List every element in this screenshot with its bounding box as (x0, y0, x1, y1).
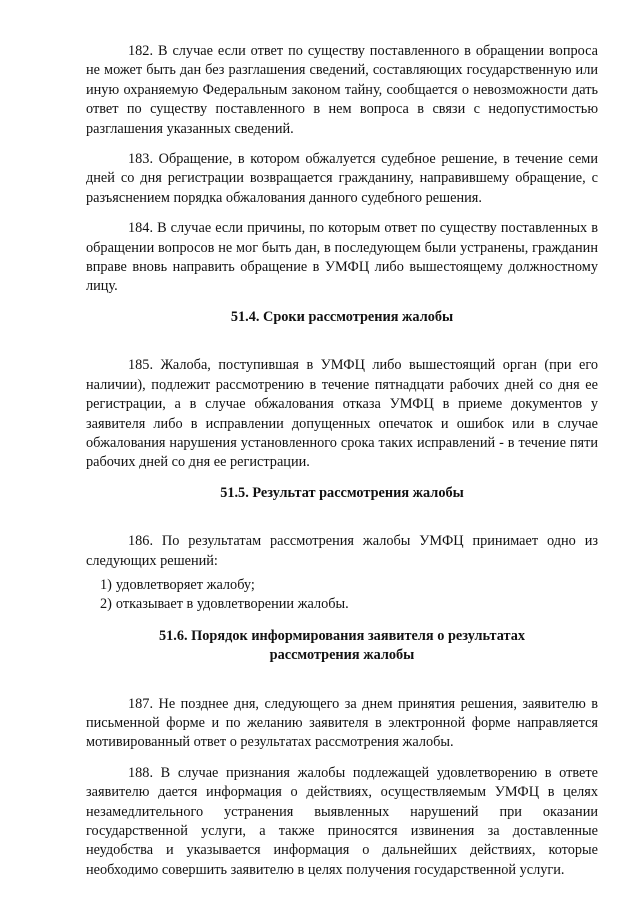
decision-list (86, 576, 598, 615)
paragraph-184: 184. В случае если причины, по которым ответ по существу поставленных в обращении вопросов не мог быть дан, в последующем были устранены, гражданин вправе вновь направить обращение в УМФЦ либо вышестоящему должностному лицу. (86, 220, 598, 295)
list-item (86, 595, 598, 614)
section-heading-51-5: 51.5. Результат рассмотрения жалобы (220, 484, 464, 501)
section-heading-51-4: 51.4. Сроки рассмотрения жалобы (230, 308, 454, 325)
paragraph-183: 183. Обращение, в котором обжалуется судебное решение, в течение семи дней со дня регистрации возвращается гражданину, направившему обращение, с разъяснением порядка обжалования данного судебного решения. (86, 151, 598, 206)
list-item-number: 1) (100, 576, 112, 593)
heading-line-1: 51.6. Порядок информирования заявителя о результатах (159, 627, 525, 644)
paragraph-182: 182. В случае если ответ по существу поставленного в обращении вопроса не может быть дан без разглашения сведений, составляющих государственную или иную охраняемую Федеральным законом тайну, сообщается о невозможности дать ответ по существу поставленного в нем вопроса в связи с недопустимостью разглашения указанных сведений. (86, 43, 598, 137)
list-item-number: 2) (100, 596, 112, 613)
paragraph-186: 186. По результатам рассмотрения жалобы УМФЦ принимает одно из следующих решений: (86, 533, 598, 569)
list-item-text: отказывает в удовлетворении жалобы. (115, 596, 349, 613)
paragraph-185: 185. Жалоба, поступившая в УМФЦ либо вышестоящий орган (при его наличии), подлежит рассмотрению в течение пятнадцати рабочих дней со дня ее регистрации, а в случае обжалования отказа УМФЦ в приеме документов у заявителя либо в исправлении допущенных опечаток и ошибок или в случае обжалования нарушения установленного срока таких исправлений - в течение пяти рабочих дней со дня ее регистрации. (86, 357, 598, 471)
document-page (86, 42, 598, 891)
paragraph-187: 187. Не позднее дня, следующего за днем принятия решения, заявителю в письменной форме и по желанию заявителя в электронной форме направляется мотивированный ответ о результатах рассмотрения жалобы. (86, 695, 598, 751)
paragraph-188: 188. В случае признания жалобы подлежащей удовлетворению в ответе заявителю дается информация о действиях, осуществляемым УМФЦ в целях незамедлительного устранения выявленных нарушений при оказании государственной услуги, а также приносятся извинения за доставленные неудобства и указывается информация о дальнейших действиях, которые необходимо совершить заявителю в целях получения государственной услуги. (86, 764, 598, 878)
list-item-text: удовлетворяет жалобу; (115, 576, 255, 593)
list-item (86, 576, 598, 595)
heading-line-2: рассмотрения жалобы (269, 647, 415, 664)
section-heading-51-6 (86, 627, 598, 666)
